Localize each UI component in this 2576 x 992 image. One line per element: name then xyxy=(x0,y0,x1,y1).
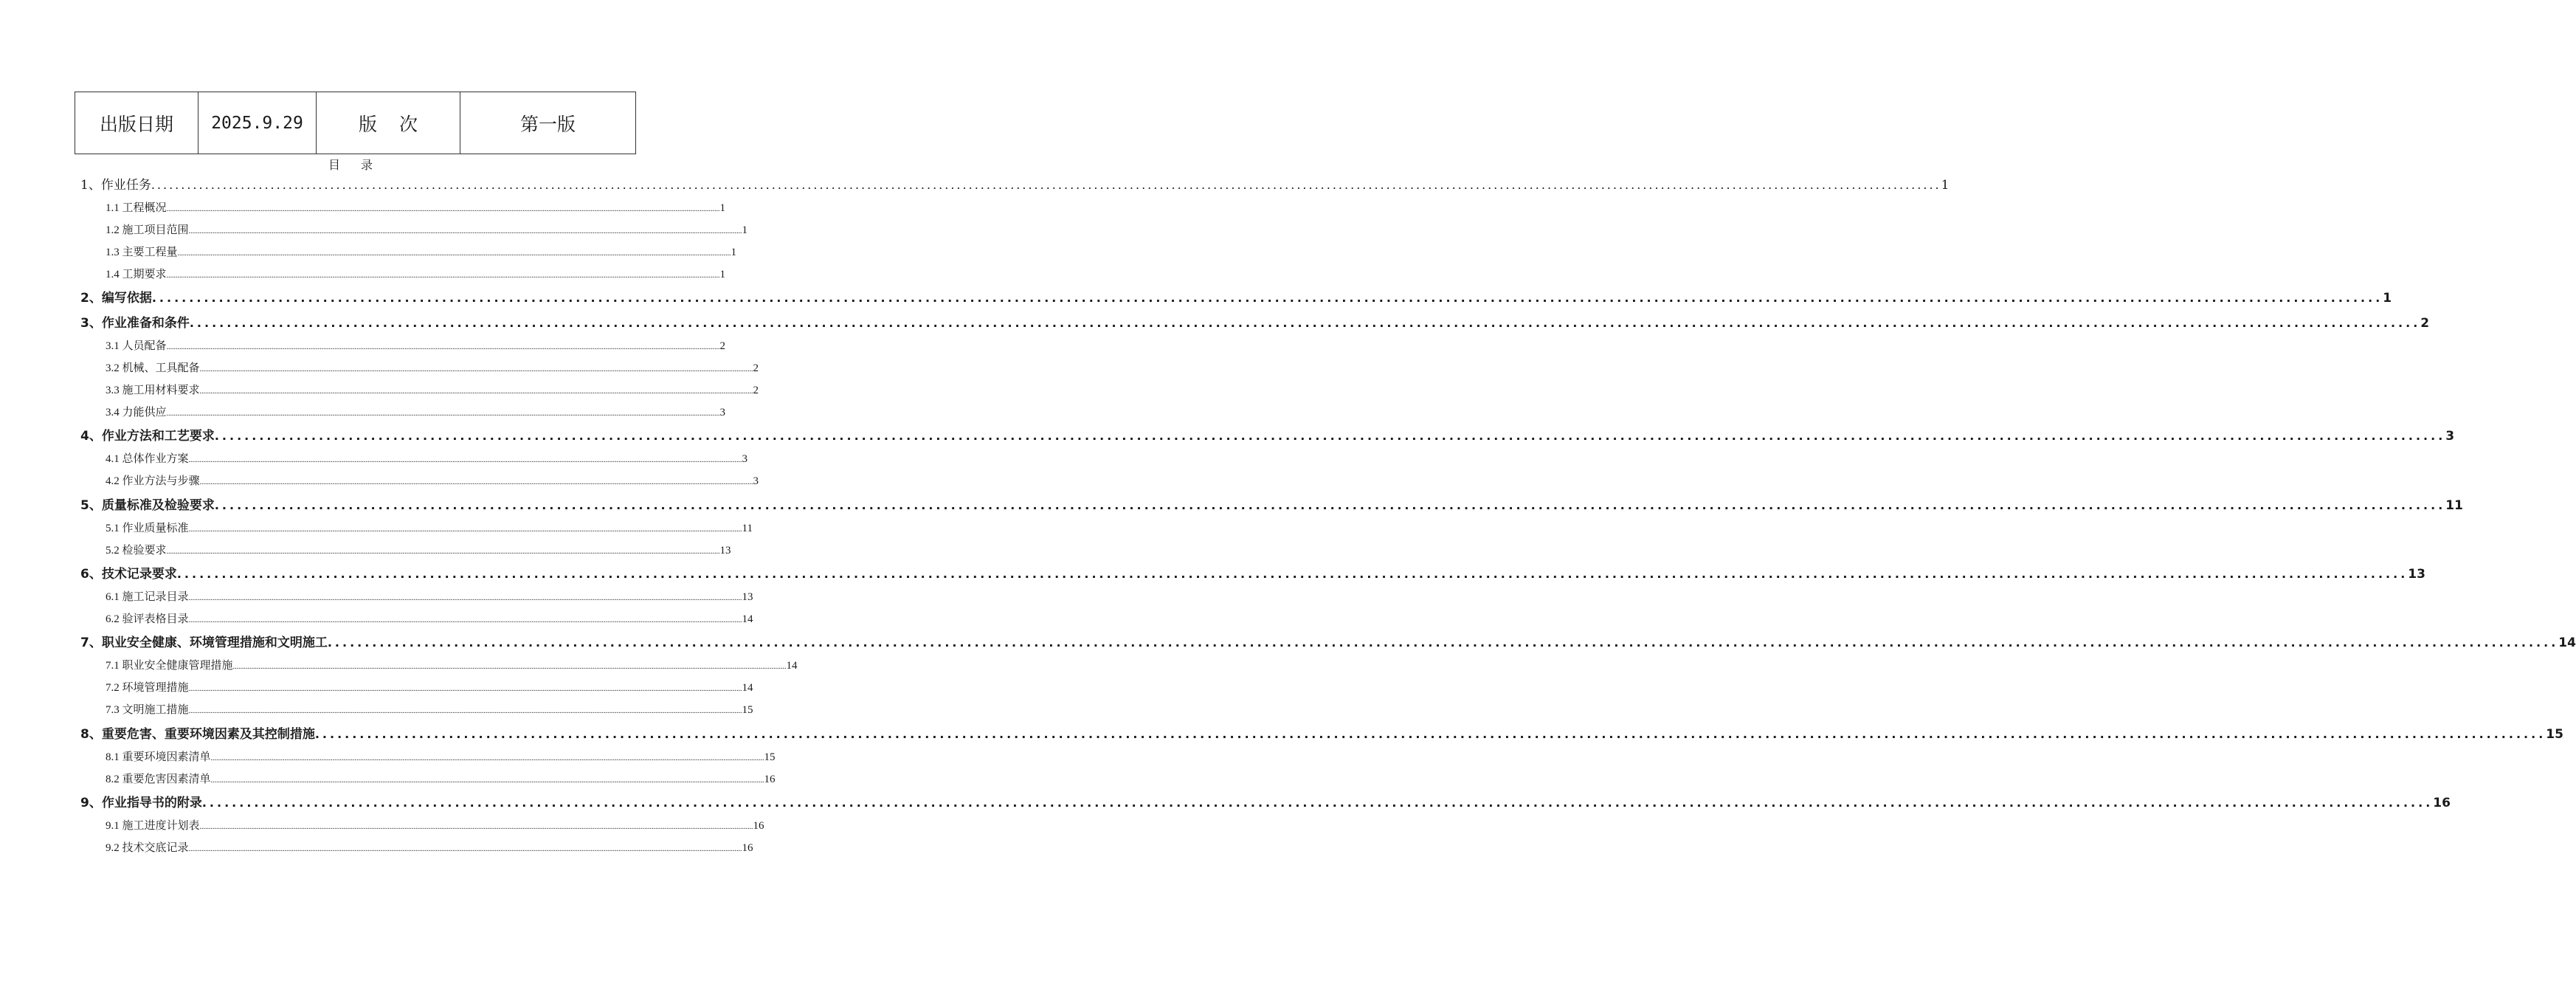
toc-entry-page-number: 1 xyxy=(1941,178,1950,193)
toc-entry-label: 7.3 文明施工措施 xyxy=(106,704,189,716)
toc-dot-leader: ............................................................................................................................................................................................................................................................................................................ xyxy=(199,388,753,396)
toc-dot-leader: ............................................................................................................................................................................................................................................................................................................ xyxy=(176,567,2408,581)
toc-entry-page-number: 3 xyxy=(742,453,748,465)
toc-entry-page-number: 1 xyxy=(2383,291,2392,306)
toc-entry-page-number: 2 xyxy=(753,385,759,396)
toc-entry-page-number: 16 xyxy=(2433,796,2451,810)
toc-entry-label: 4、作业方法和工艺要求 xyxy=(80,429,215,444)
toc-entry-page-number: 2 xyxy=(753,362,759,374)
toc-entry-page-number: 13 xyxy=(2408,567,2425,582)
toc-entry-label: 7、职业安全健康、环境管理措施和文明施工 xyxy=(80,636,328,650)
toc-dot-leader: ............................................................................................................................................................................................................................................................................................................ xyxy=(188,526,742,534)
toc-dot-leader: ............................................................................................................................................................................................................................................................................................................ xyxy=(177,249,731,258)
toc-entry-label: 6.1 施工记录目录 xyxy=(106,591,189,603)
toc-entry-page-number: 14 xyxy=(742,613,753,625)
toc-section-entry[interactable] xyxy=(80,312,2430,331)
toc-entry-page-number: 2 xyxy=(719,340,726,352)
toc-dot-leader: ............................................................................................................................................................................................................................................................................................................ xyxy=(201,796,2434,810)
toc-subsection-entry[interactable] xyxy=(106,817,764,833)
toc-entry-label: 5.2 检验要求 xyxy=(106,545,167,557)
toc-subsection-entry[interactable] xyxy=(106,679,753,695)
toc-entry-page-number: 13 xyxy=(719,545,731,557)
toc-entry-label: 6.2 验评表格目录 xyxy=(106,613,189,625)
toc-subsection-entry[interactable] xyxy=(106,244,737,259)
toc-entry-label: 3.4 力能供应 xyxy=(106,407,167,418)
toc-entry-page-number: 1 xyxy=(742,224,748,236)
toc-entry-label: 8、重要危害、重要环境因素及其控制措施 xyxy=(80,727,315,742)
toc-subsection-entry[interactable] xyxy=(106,266,726,281)
toc-dot-leader: ............................................................................................................................................................................................................................................................................................................ xyxy=(214,429,2446,443)
toc-entry-label: 7.2 环境管理措施 xyxy=(106,682,189,694)
toc-entry-label: 1.4 工期要求 xyxy=(106,269,167,280)
toc-entry-label: 1.1 工程概况 xyxy=(106,202,167,214)
toc-entry-page-number: 3 xyxy=(719,407,726,418)
toc-entry-page-number: 14 xyxy=(786,660,798,672)
publish-date-value: 2025.9.29 xyxy=(198,92,317,154)
toc-dot-leader: ............................................................................................................................................................................................................................................................................................................ xyxy=(199,365,753,373)
toc-subsection-entry[interactable] xyxy=(106,748,776,764)
toc-entry-page-number: 11 xyxy=(742,523,753,534)
toc-entry-page-number: 1 xyxy=(731,247,737,258)
toc-section-entry[interactable] xyxy=(80,723,2563,742)
toc-subsection-entry[interactable] xyxy=(106,610,753,626)
toc-section-entry[interactable] xyxy=(80,563,2425,582)
toc-dot-leader: ............................................................................................................................................................................................................................................................................................................ xyxy=(188,685,742,693)
toc-entry-label: 8.2 重要危害因素清单 xyxy=(106,774,211,785)
version-value: 第一版 xyxy=(460,92,636,154)
toc-section-entry[interactable] xyxy=(80,632,2576,650)
toc-entry-page-number: 15 xyxy=(764,751,776,763)
toc-dot-leader: ............................................................................................................................................................................................................................................................................................................ xyxy=(166,410,720,418)
toc-dot-leader: ............................................................................................................................................................................................................................................................................................................ xyxy=(166,205,720,213)
toc-dot-leader: ............................................................................................................................................................................................................................................................................................................ xyxy=(210,776,764,785)
toc-subsection-entry[interactable] xyxy=(106,472,759,488)
publish-date-label: 出版日期 xyxy=(75,92,198,154)
toc-dot-leader: ............................................................................................................................................................................................................................................................................................................ xyxy=(327,636,2559,650)
toc-dot-leader: ............................................................................................................................................................................................................................................................................................................ xyxy=(188,707,742,715)
toc-dot-leader: ............................................................................................................................................................................................................................................................................................................ xyxy=(314,727,2546,741)
toc-section-entry[interactable] xyxy=(80,287,2392,306)
toc-dot-leader: ............................................................................................................................................................................................................................................................................................................ xyxy=(166,343,720,351)
toc-subsection-entry[interactable] xyxy=(106,701,753,717)
toc-dot-leader: ............................................................................................................................................................................................................................................................................................................ xyxy=(151,178,1941,192)
toc-entry-label: 7.1 职业安全健康管理措施 xyxy=(106,660,233,672)
toc-entry-label: 5.1 作业质量标准 xyxy=(106,523,189,534)
toc-subsection-entry[interactable] xyxy=(106,520,753,535)
toc-entry-label: 1.3 主要工程量 xyxy=(106,247,178,258)
toc-dot-leader: ............................................................................................................................................................................................................................................................................................................ xyxy=(199,478,753,486)
toc-entry-page-number: 14 xyxy=(2558,636,2576,650)
toc-entry-label: 1.2 施工项目范围 xyxy=(106,224,189,236)
toc-subsection-entry[interactable] xyxy=(106,450,748,466)
toc-section-entry[interactable] xyxy=(80,495,2463,513)
toc-dot-leader: ............................................................................................................................................................................................................................................................................................................ xyxy=(188,594,742,602)
toc-entry-label: 5、质量标准及检验要求 xyxy=(80,498,215,513)
toc-dot-leader: ............................................................................................................................................................................................................................................................................................................ xyxy=(188,227,742,235)
toc-dot-leader: ............................................................................................................................................................................................................................................................................................................ xyxy=(188,845,742,853)
toc-dot-leader: ............................................................................................................................................................................................................................................................................................................ xyxy=(188,456,742,464)
toc-dot-leader: ............................................................................................................................................................................................................................................................................................................ xyxy=(166,272,720,280)
toc-section-entry[interactable] xyxy=(80,792,2451,810)
toc-entry-page-number: 3 xyxy=(753,475,759,487)
toc-entry-label: 4.1 总体作业方案 xyxy=(106,453,189,465)
toc-entry-label: 6、技术记录要求 xyxy=(80,567,177,582)
toc-dot-leader: ............................................................................................................................................................................................................................................................................................................ xyxy=(232,663,787,671)
toc-entry-label: 9.1 施工进度计划表 xyxy=(106,820,200,832)
toc-section-entry[interactable] xyxy=(80,174,1950,193)
toc-entry-page-number: 15 xyxy=(742,704,753,716)
toc-subsection-entry[interactable] xyxy=(106,542,731,557)
toc-entry-label: 3、作业准备和条件 xyxy=(80,316,190,331)
toc-entry-page-number: 15 xyxy=(2546,727,2563,742)
toc-dot-leader: ............................................................................................................................................................................................................................................................................................................ xyxy=(166,548,720,556)
toc-dot-leader: ............................................................................................................................................................................................................................................................................................................ xyxy=(189,316,2421,330)
toc-entry-label: 3.3 施工用材料要求 xyxy=(106,385,200,396)
toc-entry-page-number: 16 xyxy=(742,842,753,854)
toc-dot-leader: ............................................................................................................................................................................................................................................................................................................ xyxy=(188,616,742,624)
toc-entry-page-number: 13 xyxy=(742,591,753,603)
toc-subsection-entry[interactable] xyxy=(106,221,748,237)
toc-entry-page-number: 2 xyxy=(2420,316,2430,331)
toc-subsection-entry[interactable] xyxy=(106,337,726,353)
toc-entry-label: 3.1 人员配备 xyxy=(106,340,167,352)
toc-dot-leader: ............................................................................................................................................................................................................................................................................................................ xyxy=(151,291,2383,305)
toc-entry-label: 1、作业任务 xyxy=(80,178,151,193)
toc-entry-page-number: 11 xyxy=(2445,498,2463,513)
toc-subsection-entry[interactable] xyxy=(106,404,726,419)
toc-dot-leader: ............................................................................................................................................................................................................................................................................................................ xyxy=(210,754,764,762)
toc-entry-label: 8.1 重要环境因素清单 xyxy=(106,751,211,763)
toc-subsection-entry[interactable] xyxy=(106,382,759,397)
toc-subsection-entry[interactable] xyxy=(106,359,759,375)
toc-entry-label: 2、编写依据 xyxy=(80,291,152,306)
toc-subsection-entry[interactable] xyxy=(106,199,726,215)
toc-entry-page-number: 16 xyxy=(753,820,764,832)
toc-entry-label: 9、作业指导书的附录 xyxy=(80,796,202,810)
toc-entry-label: 3.2 机械、工具配备 xyxy=(106,362,200,374)
toc-subsection-entry[interactable] xyxy=(106,771,776,786)
toc-subsection-entry[interactable] xyxy=(106,657,798,672)
toc-entry-label: 4.2 作业方法与步骤 xyxy=(106,475,200,487)
toc-dot-leader: ............................................................................................................................................................................................................................................................................................................ xyxy=(214,498,2446,512)
toc-dot-leader: ............................................................................................................................................................................................................................................................................................................ xyxy=(199,823,753,831)
toc-entry-page-number: 1 xyxy=(719,202,726,214)
toc-entry-page-number: 3 xyxy=(2445,429,2455,444)
toc-entry-label: 9.2 技术交底记录 xyxy=(106,842,189,854)
toc-subsection-entry[interactable] xyxy=(106,839,753,855)
toc-title: 目录 xyxy=(328,159,393,172)
toc-entry-page-number: 16 xyxy=(764,774,776,785)
toc-entry-page-number: 14 xyxy=(742,682,753,694)
toc-subsection-entry[interactable] xyxy=(106,588,753,604)
version-label: 版次 xyxy=(317,92,460,154)
toc-entry-page-number: 1 xyxy=(719,269,726,280)
toc-section-entry[interactable] xyxy=(80,425,2455,444)
